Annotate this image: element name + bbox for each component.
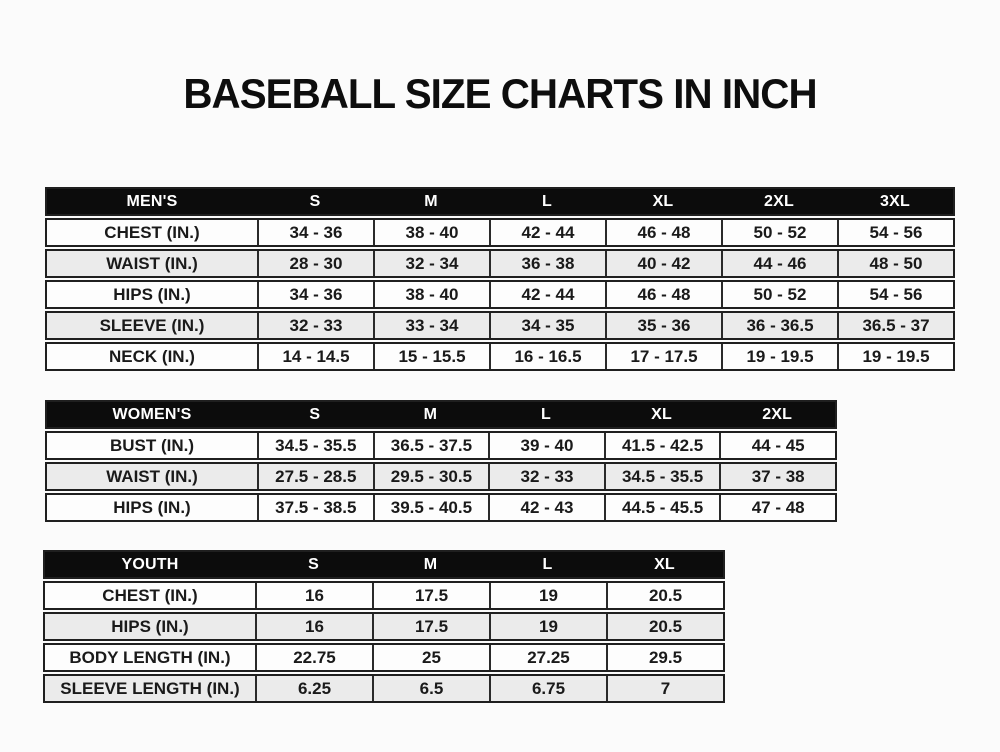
size-value: 15 - 15.5 bbox=[373, 344, 489, 369]
column-header: S bbox=[309, 192, 321, 210]
column-header: XL bbox=[651, 405, 672, 423]
column-header: 2XL bbox=[764, 192, 794, 210]
column-header: L bbox=[540, 405, 551, 423]
column-header: M bbox=[423, 555, 438, 573]
size-value: 42 - 44 bbox=[489, 220, 605, 245]
table-row bbox=[43, 581, 725, 610]
row-label: BUST (IN.) bbox=[109, 435, 195, 455]
size-value: 29.5 bbox=[606, 645, 723, 670]
size-value: 44.5 - 45.5 bbox=[604, 495, 720, 520]
size-value: 50 - 52 bbox=[721, 220, 837, 245]
size-value: 7 bbox=[606, 676, 723, 701]
size-value: 38 - 40 bbox=[373, 220, 489, 245]
row-label: CHEST (IN.) bbox=[102, 585, 198, 605]
column-header: L bbox=[542, 192, 552, 210]
column-header: L bbox=[542, 555, 553, 573]
size-value: 46 - 48 bbox=[605, 282, 721, 307]
size-value: 37.5 - 38.5 bbox=[257, 495, 373, 520]
size-value: 20.5 bbox=[606, 614, 723, 639]
size-value: 29.5 - 30.5 bbox=[373, 464, 489, 489]
table-row bbox=[43, 643, 725, 672]
size-value: 35 - 36 bbox=[605, 313, 721, 338]
row-label: HIPS (IN.) bbox=[111, 616, 189, 636]
mens-size-table bbox=[45, 187, 955, 373]
size-value: 19 bbox=[489, 583, 606, 608]
size-value: 32 - 33 bbox=[257, 313, 373, 338]
size-value: 39.5 - 40.5 bbox=[373, 495, 489, 520]
size-value: 34 - 35 bbox=[489, 313, 605, 338]
size-value: 19 - 19.5 bbox=[721, 344, 837, 369]
row-label: NECK (IN.) bbox=[109, 346, 195, 366]
column-header: S bbox=[309, 405, 321, 423]
row-label: BODY LENGTH (IN.) bbox=[69, 647, 231, 667]
size-value: 6.5 bbox=[372, 676, 489, 701]
size-value: 20.5 bbox=[606, 583, 723, 608]
size-value: 44 - 45 bbox=[719, 433, 835, 458]
table-section-label: WOMEN'S bbox=[112, 405, 192, 423]
size-value: 27.25 bbox=[489, 645, 606, 670]
size-value: 33 - 34 bbox=[373, 313, 489, 338]
size-value: 22.75 bbox=[255, 645, 372, 670]
size-value: 44 - 46 bbox=[721, 251, 837, 276]
table-section-label: MEN'S bbox=[126, 192, 178, 210]
row-label: SLEEVE (IN.) bbox=[99, 315, 205, 335]
table-section-label: YOUTH bbox=[121, 555, 179, 573]
womens-size-table bbox=[45, 400, 837, 524]
size-value: 36 - 38 bbox=[489, 251, 605, 276]
row-label: WAIST (IN.) bbox=[106, 466, 198, 486]
table-row bbox=[45, 493, 837, 522]
size-value: 19 bbox=[489, 614, 606, 639]
size-value: 41.5 - 42.5 bbox=[604, 433, 720, 458]
column-header: XL bbox=[654, 555, 675, 573]
youth-header-row bbox=[43, 550, 725, 579]
table-row bbox=[45, 280, 955, 309]
row-label: HIPS (IN.) bbox=[113, 284, 191, 304]
size-value: 36.5 - 37.5 bbox=[373, 433, 489, 458]
size-value: 39 - 40 bbox=[488, 433, 604, 458]
size-value: 46 - 48 bbox=[605, 220, 721, 245]
column-header: M bbox=[423, 405, 438, 423]
size-value: 16 bbox=[255, 614, 372, 639]
size-value: 34 - 36 bbox=[257, 220, 373, 245]
row-label: CHEST (IN.) bbox=[104, 222, 200, 242]
page-title: BASEBALL SIZE CHARTS IN INCH bbox=[183, 70, 817, 117]
size-value: 34 - 36 bbox=[257, 282, 373, 307]
size-value: 14 - 14.5 bbox=[257, 344, 373, 369]
size-value: 34.5 - 35.5 bbox=[257, 433, 373, 458]
row-label: SLEEVE LENGTH (IN.) bbox=[60, 678, 240, 698]
size-value: 6.25 bbox=[255, 676, 372, 701]
size-value: 36 - 36.5 bbox=[721, 313, 837, 338]
size-value: 6.75 bbox=[489, 676, 606, 701]
table-row bbox=[43, 612, 725, 641]
size-value: 16 bbox=[255, 583, 372, 608]
size-value: 48 - 50 bbox=[837, 251, 953, 276]
size-value: 42 - 43 bbox=[488, 495, 604, 520]
size-value: 28 - 30 bbox=[257, 251, 373, 276]
size-value: 37 - 38 bbox=[719, 464, 835, 489]
size-value: 17.5 bbox=[372, 583, 489, 608]
mens-header-row bbox=[45, 187, 955, 216]
size-value: 40 - 42 bbox=[605, 251, 721, 276]
size-value: 32 - 33 bbox=[488, 464, 604, 489]
table-row bbox=[45, 218, 955, 247]
column-header: 2XL bbox=[762, 405, 793, 423]
table-row bbox=[45, 311, 955, 340]
row-label: HIPS (IN.) bbox=[113, 497, 191, 517]
size-value: 54 - 56 bbox=[837, 282, 953, 307]
size-value: 16 - 16.5 bbox=[489, 344, 605, 369]
table-row bbox=[45, 462, 837, 491]
size-value: 17 - 17.5 bbox=[605, 344, 721, 369]
size-value: 27.5 - 28.5 bbox=[257, 464, 373, 489]
table-row bbox=[45, 431, 837, 460]
row-label: WAIST (IN.) bbox=[106, 253, 198, 273]
size-value: 19 - 19.5 bbox=[837, 344, 953, 369]
size-value: 17.5 bbox=[372, 614, 489, 639]
column-header: S bbox=[308, 555, 319, 573]
size-value: 38 - 40 bbox=[373, 282, 489, 307]
size-value: 25 bbox=[372, 645, 489, 670]
table-row bbox=[45, 342, 955, 371]
size-value: 36.5 - 37 bbox=[837, 313, 953, 338]
column-header: M bbox=[424, 192, 438, 210]
womens-header-row bbox=[45, 400, 837, 429]
size-value: 54 - 56 bbox=[837, 220, 953, 245]
table-row bbox=[45, 249, 955, 278]
table-row bbox=[43, 674, 725, 703]
size-value: 47 - 48 bbox=[719, 495, 835, 520]
column-header: XL bbox=[652, 192, 674, 210]
size-value: 34.5 - 35.5 bbox=[604, 464, 720, 489]
column-header: 3XL bbox=[880, 192, 910, 210]
size-value: 32 - 34 bbox=[373, 251, 489, 276]
size-value: 50 - 52 bbox=[721, 282, 837, 307]
youth-size-table bbox=[43, 550, 725, 705]
size-value: 42 - 44 bbox=[489, 282, 605, 307]
